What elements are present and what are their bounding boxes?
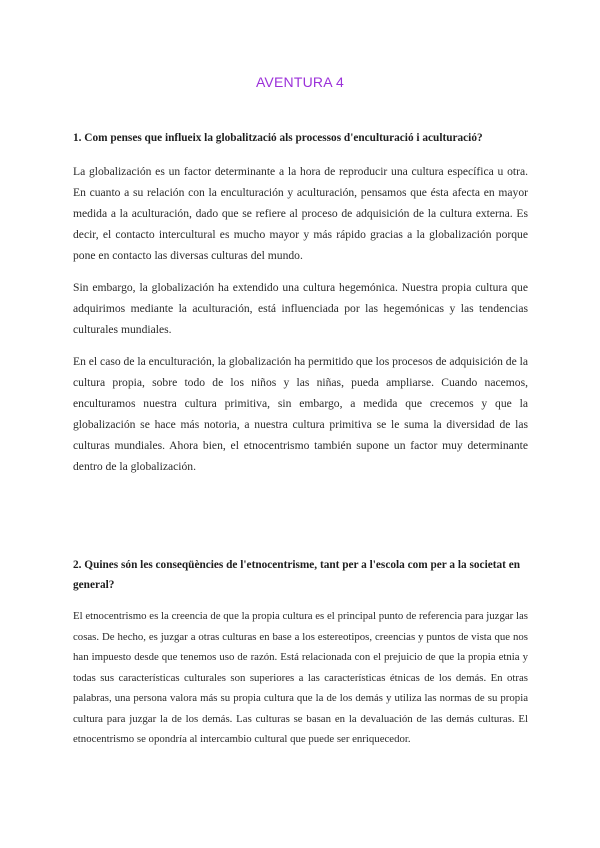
answer-1-paragraph-1: La globalización es un factor determinante a la hora de reproducir una cultura específica u otra. En cuanto a su relación con la enculturación y aculturación, pensamos que ésta afecta en mayor medida a la aculturación, dado que se refiere al proceso de adquisición de la cultura externa. Es decir, el contacto intercultural es mucho mayor y más rápido gracias a la globalización porque pone en contacto las diversas culturas del mundo.	[73, 165, 528, 262]
document-title: AVENTURA 4	[255, 74, 345, 90]
answer-2-paragraph-1: El etnocentrismo es la creencia de que la propia cultura es el principal punto de referencia para juzgar las cosas. De hecho, es juzgar a otras culturas en base a los estereotipos, creencias y puntos de vista que nos han impuesto desde que tenemos uso de razón. Está relacionada con el prejuicio de que la propia etnia y todas sus características culturales son superiores a las características étnicas de los demás. En otras palabras, una persona valora más su propia cultura que la de los demás y utiliza las normas de su propia cultura para juzgar la de los demás. Las culturas se basan en la devaluación de las demás culturas. El etnocentrismo se opondría al intercambio cultural que puede ser enriquecedor.	[73, 610, 528, 745]
question-1: 1. Com penses que influeix la globalització als processos d'enculturació i aculturació?	[73, 132, 483, 144]
question-2: 2. Quines són les conseqüències de l'etnocentrisme, tant per a l'escola com per a la societat en general?	[73, 559, 521, 591]
answer-1-paragraph-2: Sin embargo, la globalización ha extendido una cultura hegemónica. Nuestra propia cultura que adquirimos mediante la aculturación, está influenciada por las hegemónicas y las tendencias culturales mundiales.	[73, 281, 528, 336]
answer-1-paragraph-3: En el caso de la enculturación, la globalización ha permitido que los procesos de adquisición de la cultura propia, sobre todo de los niños y las niñas, pueda ampliarse. Cuando nacemos, enculturamos nuestra cultura primitiva, sin embargo, a medida que crecemos y que la globalización se hace más notoria, a nuestra cultura primitiva se le suma la diversidad de las culturas mundiales. Ahora bien, el etnocentrismo también supone un factor muy determinante dentro de la globalización.	[73, 355, 528, 473]
